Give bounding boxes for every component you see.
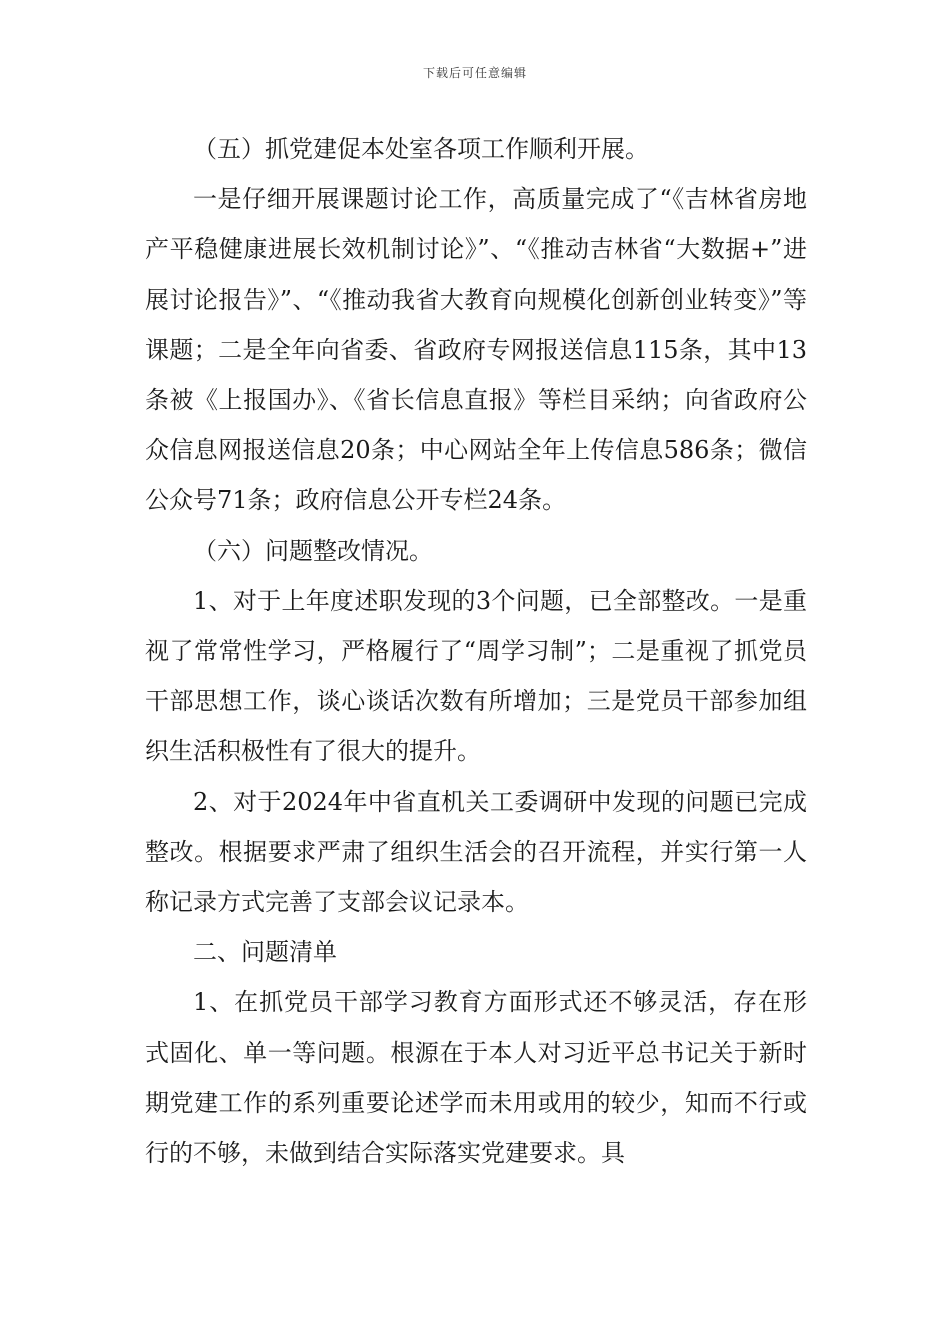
- paragraph-problem-1: 1、在抓党员干部学习教育方面形式还不够灵活，存在形式固化、单一等问题。根源在于本人对习近平总书记关于新时期党建工作的系列重要论述学而未用或用的较少，知而不行或行的不够，未做到结合实际落实党建要求。具: [145, 988, 807, 1168]
- paragraph-section-6-heading: （六）问题整改情况。: [193, 536, 433, 565]
- document-body: [145, 124, 807, 1178]
- paragraph-section-5-heading: （五）抓党建促本处室各项工作顺利开展。: [193, 135, 649, 163]
- page-header: 下载后可任意编辑: [422, 66, 527, 80]
- paragraph-rectification-1: 1、对于上年度述职发现的3个问题，已全部整改。一是重视了常常性学习，严格履行了“周学习制”；二是重视了抓党员干部思想工作，谈心谈话次数有所增加；三是党员干部参加组织生活积极性有了很大的提升。: [145, 586, 807, 766]
- paragraph-problem-list-heading: 二、问题清单: [193, 938, 337, 967]
- paragraph-research-work: 一是仔细开展课题讨论工作，高质量完成了“《吉林省房地产平稳健康进展长效机制讨论》”、“《推动吉林省“大数据+”进展讨论报告》”、“《推动我省大教育向规模化创新创业转变》”等课题；二是全年向省委、省政府专网报送信息115条，其中13条被《上报国办》、《省长信息直报》等栏目采纳；向省政府公众信息网报送信息20条；中心网站全年上传信息586条；微信公众号71条；政府信息公开专栏24条。: [145, 185, 807, 515]
- paragraph-rectification-2: 2、对于2024年中省直机关工委调研中发现的问题已完成整改。根据要求严肃了组织生活会的召开流程，并实行第一人称记录方式完善了支部会议记录本。: [145, 787, 807, 917]
